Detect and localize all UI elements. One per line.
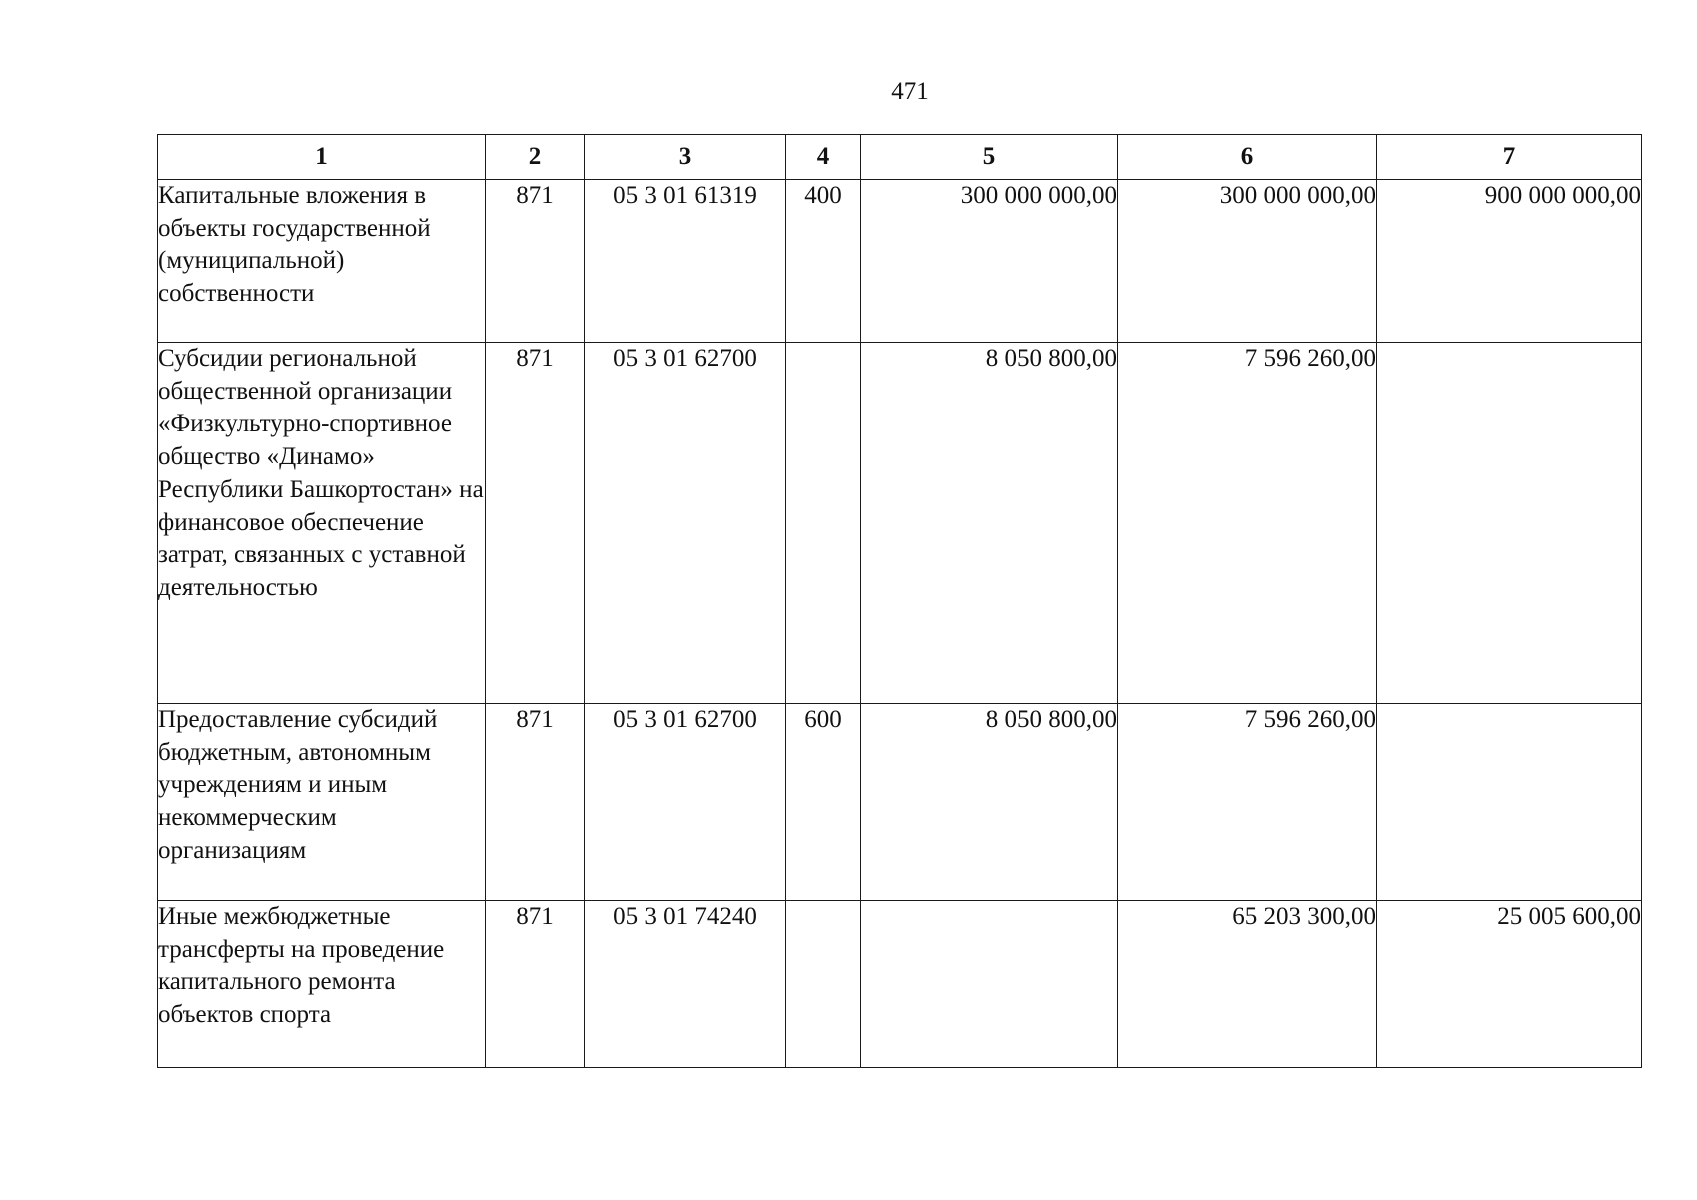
row-expense-type: 600	[786, 704, 861, 901]
row-amount-col7	[1377, 704, 1642, 901]
row-name: Иные межбюджетные трансферты на проведение капитального ремонта объектов спорта	[158, 901, 486, 1068]
row-grbs-code: 871	[486, 343, 585, 704]
table-row	[158, 343, 1642, 704]
row-target-code: 05 3 01 62700	[585, 704, 786, 901]
row-grbs-code: 871	[486, 180, 585, 343]
row-amount-col5: 8 050 800,00	[861, 704, 1118, 901]
row-target-code: 05 3 01 74240	[585, 901, 786, 1068]
row-expense-type	[786, 901, 861, 1068]
row-expense-type: 400	[786, 180, 861, 343]
row-grbs-code: 871	[486, 704, 585, 901]
column-header-5: 5	[861, 135, 1118, 180]
row-amount-col5: 300 000 000,00	[861, 180, 1118, 343]
page-number: 471	[891, 78, 929, 105]
column-header-7: 7	[1377, 135, 1642, 180]
column-header-1: 1	[158, 135, 486, 180]
row-name: Предоставление субсидий бюджетным, автономным учреждениям и иным некоммерческим организациям	[158, 704, 486, 901]
table-row	[158, 180, 1642, 343]
column-header-2: 2	[486, 135, 585, 180]
row-amount-col7: 25 005 600,00	[1377, 901, 1642, 1068]
table-row	[158, 704, 1642, 901]
header-row	[158, 135, 1642, 180]
row-name: Субсидии региональной общественной организации «Физкультурно-спортивное общество «Динамо» Республики Башкортостан» на финансовое обеспечение затрат, связанных с уставной деятельностью	[158, 343, 486, 704]
row-expense-type	[786, 343, 861, 704]
row-grbs-code: 871	[486, 901, 585, 1068]
row-amount-col5: 8 050 800,00	[861, 343, 1118, 704]
row-amount-col6: 65 203 300,00	[1118, 901, 1377, 1068]
column-header-3: 3	[585, 135, 786, 180]
column-header-4: 4	[786, 135, 861, 180]
row-target-code: 05 3 01 61319	[585, 180, 786, 343]
row-amount-col6: 7 596 260,00	[1118, 343, 1377, 704]
row-amount-col7: 900 000 000,00	[1377, 180, 1642, 343]
row-amount-col5	[861, 901, 1118, 1068]
row-amount-col6: 300 000 000,00	[1118, 180, 1377, 343]
row-name: Капитальные вложения в объекты государственной (муниципальной) собственности	[158, 180, 486, 343]
column-header-6: 6	[1118, 135, 1377, 180]
row-target-code: 05 3 01 62700	[585, 343, 786, 704]
table-row	[158, 901, 1642, 1068]
row-amount-col7	[1377, 343, 1642, 704]
budget-table	[157, 134, 1642, 1068]
row-amount-col6: 7 596 260,00	[1118, 704, 1377, 901]
